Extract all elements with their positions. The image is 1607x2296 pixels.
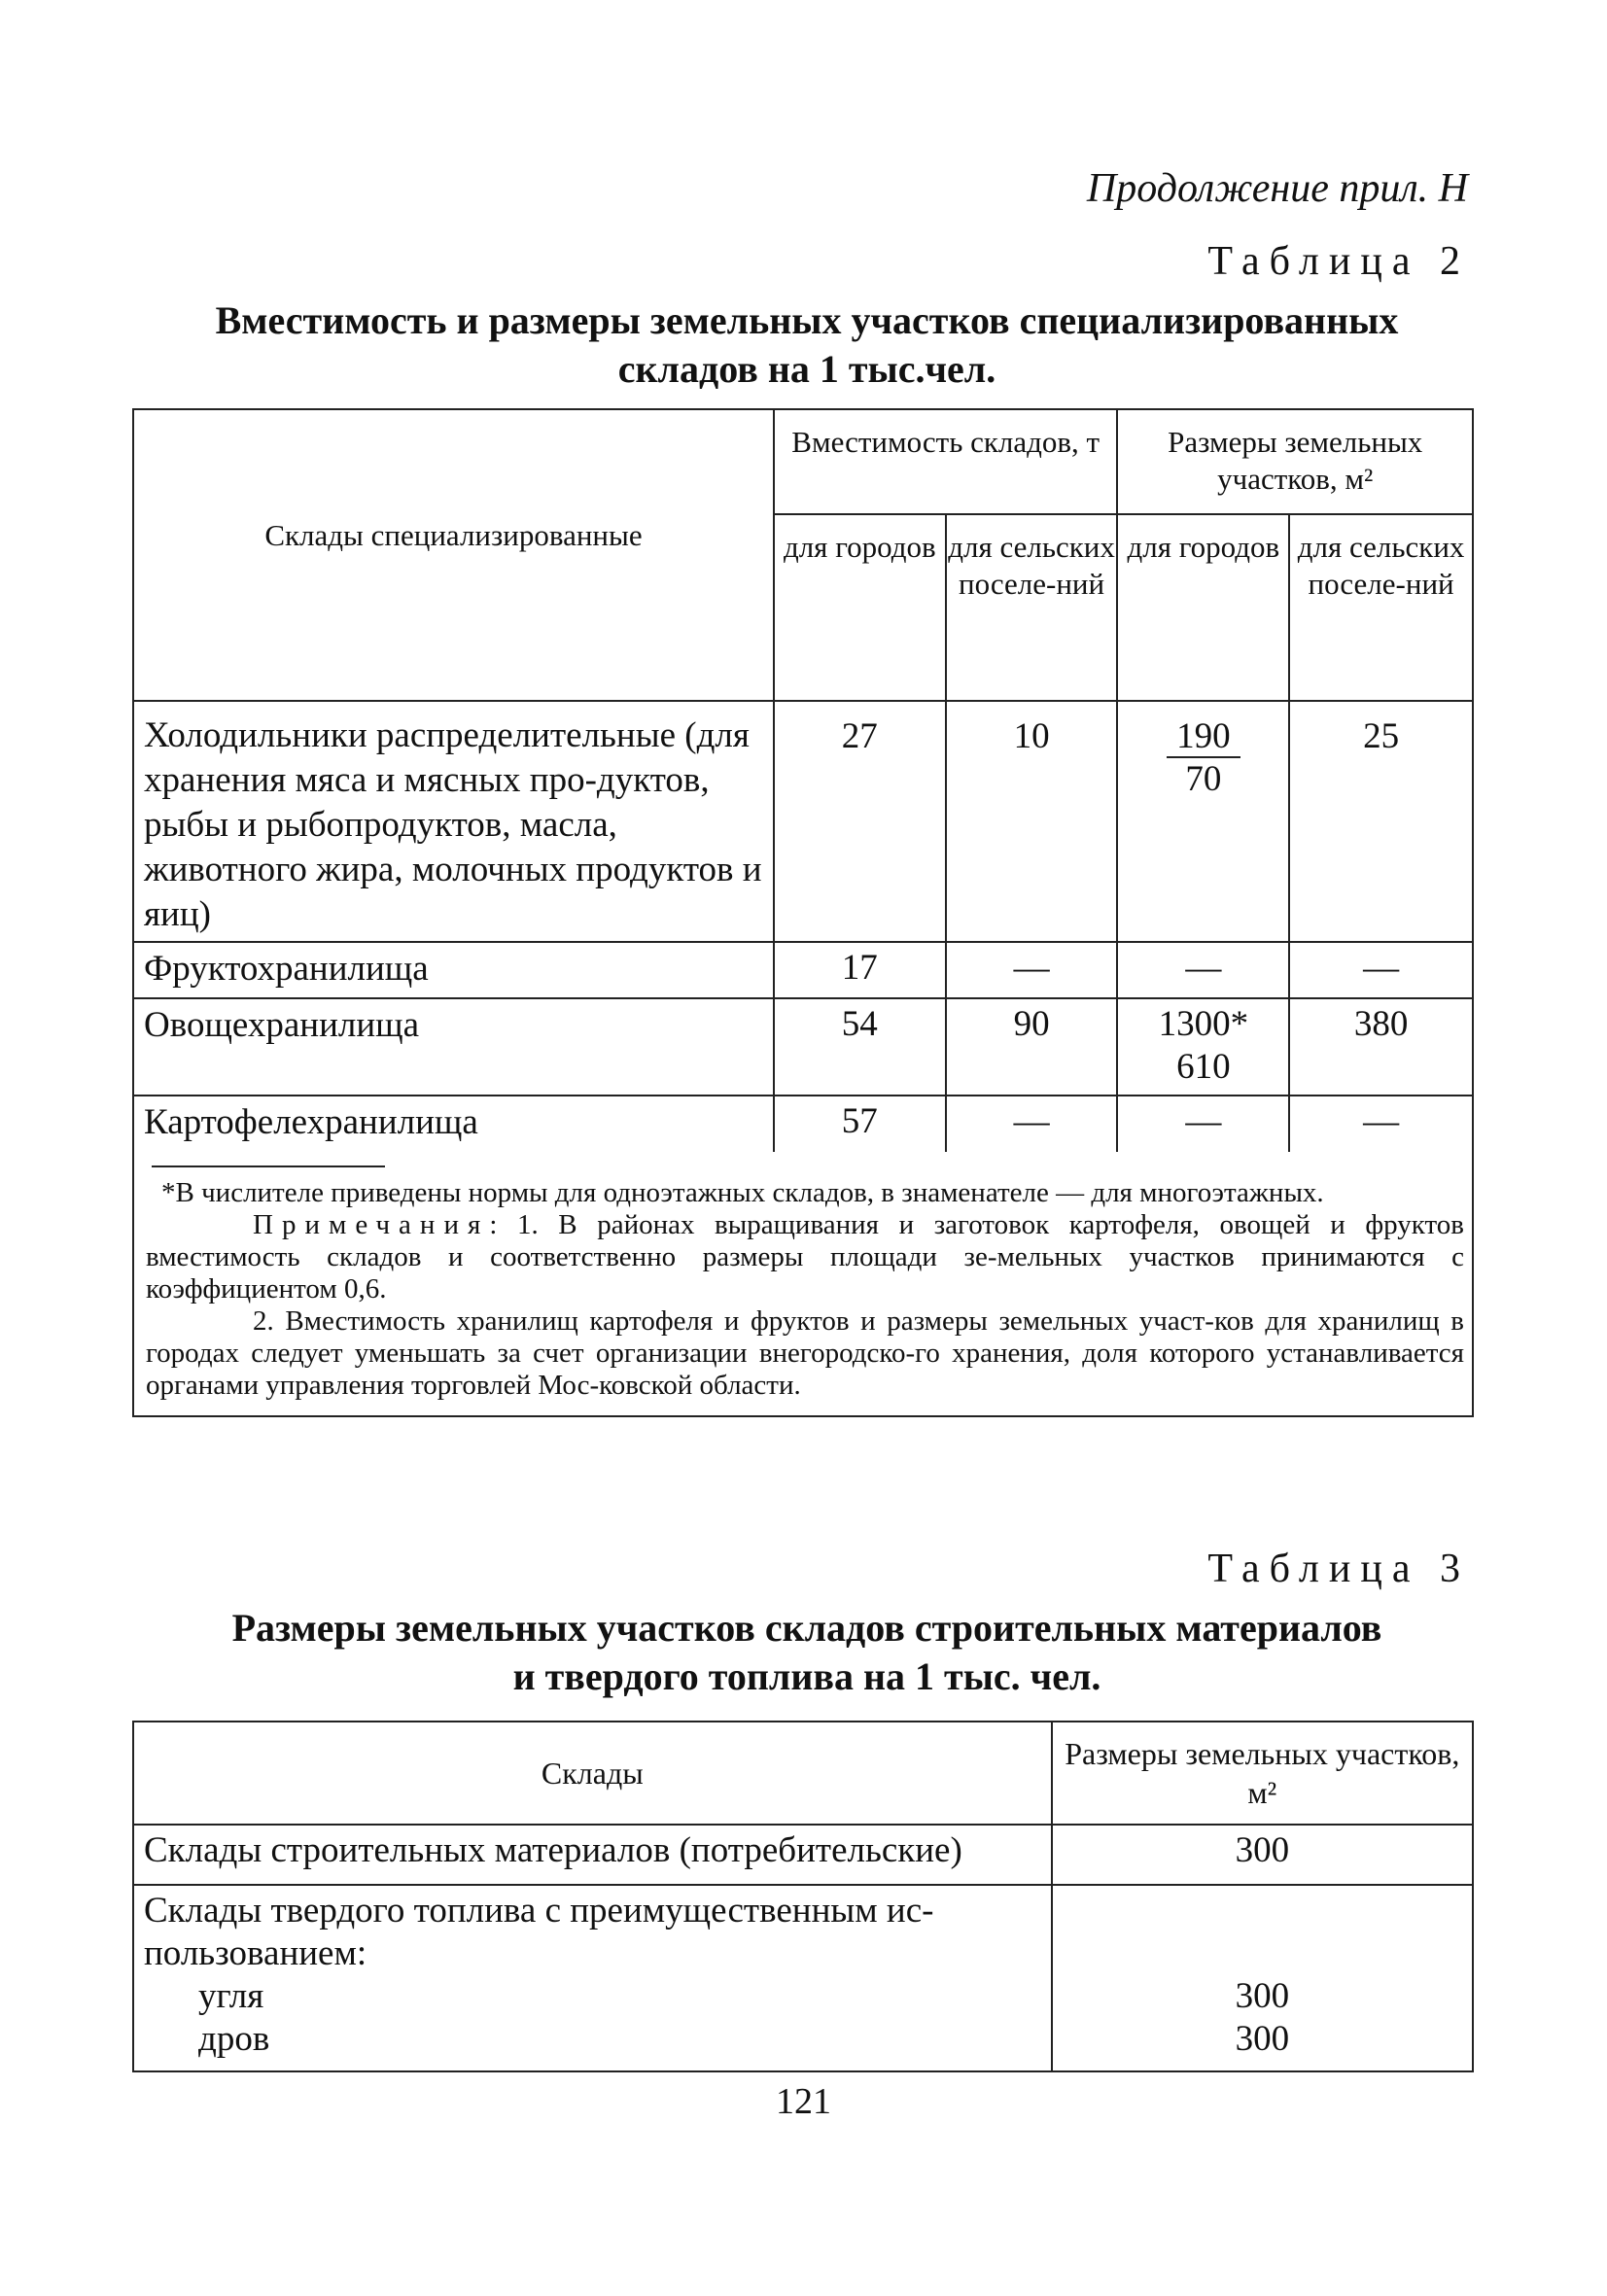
row-cap-rural: — [946, 1096, 1118, 1152]
table2-sub-city: для городов [774, 514, 946, 701]
continuation-label: Продолжение прил. Н [1086, 166, 1468, 211]
row-cap-city: 27 [774, 701, 946, 942]
note-2: 2. Вместимость хранилищ картофеля и фруктов и размеры земельных участ-ков для хранилищ в городах следует уменьшать за счет организации внегородско-го хранения, доля которого устанавливается органами управления торговлей Мос-ковской области. [146, 1305, 1464, 1401]
page-number: 121 [776, 2081, 831, 2122]
row-name: Холодильники распределительные (для хранения мяса и мясных про-дуктов, рыбы и рыбопродуктов, масла, животного жира, молочных продуктов и яиц) [133, 701, 774, 942]
table3-title-line1: Размеры земельных участков складов строительных материалов [231, 1606, 1382, 1650]
row-cap-rural: 90 [946, 998, 1118, 1096]
row-cap-city: 17 [774, 942, 946, 998]
notes-label: Примечания [253, 1209, 490, 1240]
note-1 [146, 1209, 1464, 1305]
row-name: Фруктохранилища [133, 942, 774, 998]
sub-value-wood: 300 [1235, 2019, 1290, 2059]
row-name [133, 1885, 1052, 2071]
table3-col-name: Склады [133, 1722, 1052, 1825]
row-name: Картофелехранилища [133, 1096, 774, 1152]
table3-col-area: Размеры земельных участков, м² [1052, 1722, 1473, 1825]
table-row [133, 1096, 1473, 1152]
table2-sub-city-area: для городов [1117, 514, 1289, 701]
row-cap-city: 57 [774, 1096, 946, 1152]
row-cap-rural: — [946, 942, 1118, 998]
row-value [1052, 1885, 1473, 2071]
row-name-text: Склады твердого топлива с преимущественным ис-пользованием: [144, 1891, 934, 1973]
table2-group-capacity: Вместимость складов, т [774, 409, 1118, 514]
row-area-city: — [1117, 942, 1289, 998]
table2 [132, 408, 1474, 1417]
table2-title-line1: Вместимость и размеры земельных участков специализированных [215, 298, 1399, 342]
table2-sub-rural: для сельских поселе-ний [946, 514, 1118, 701]
row-area-city: — [1117, 1096, 1289, 1152]
table3 [132, 1721, 1474, 2072]
row-name: Склады строительных материалов (потребительские) [133, 1825, 1052, 1885]
row-area-rural: 380 [1289, 998, 1473, 1096]
row-name: Овощехранилища [133, 998, 774, 1096]
table2-title-line2: складов на 1 тыс.чел. [617, 347, 996, 391]
table-row [133, 701, 1473, 942]
sub-item-wood: дров [198, 2019, 270, 2059]
table3-title [126, 1604, 1487, 1701]
table2-group-area: Размеры земельных участков, м² [1117, 409, 1473, 514]
table-row [133, 1825, 1473, 1885]
table2-col-name: Склады специализированные [133, 409, 774, 701]
table-row [133, 1885, 1473, 2071]
row-cap-rural: 10 [946, 701, 1118, 942]
footnote-rule [152, 1165, 385, 1167]
table2-title [126, 296, 1487, 394]
table2-notes [133, 1152, 1473, 1416]
fraction-numerator: 1300* [1158, 1004, 1249, 1044]
row-area-rural: — [1289, 1096, 1473, 1152]
table3-title-line2: и твердого топлива на 1 тыс. чел. [512, 1654, 1101, 1698]
fraction-denominator: 610 [1176, 1047, 1231, 1087]
row-area-city [1117, 998, 1289, 1096]
row-area-rural: — [1289, 942, 1473, 998]
table-row [133, 942, 1473, 998]
notes-row [133, 1152, 1473, 1416]
row-area-city [1117, 701, 1289, 942]
sub-value-coal: 300 [1235, 1976, 1290, 2016]
row-area-rural: 25 [1289, 701, 1473, 942]
table3-label: Таблица 3 [1207, 1547, 1470, 1591]
table2-sub-rural-area: для сельских поселе-ний [1289, 514, 1473, 701]
fraction-numerator: 190 [1167, 717, 1240, 758]
row-cap-city: 54 [774, 998, 946, 1096]
note-1-text: : 1. В районах выращивания и заготовок картофеля, овощей и фруктов вместимость складов и соответственно размеры площади зе-мельных участков принимаются с коэффициентом 0,6. [146, 1209, 1464, 1305]
fraction-denominator: 70 [1185, 759, 1222, 799]
row-value: 300 [1052, 1825, 1473, 1885]
table-row [133, 998, 1473, 1096]
sub-item-coal: угля [198, 1976, 264, 2016]
footnote: *В числителе приведены нормы для одноэтажных складов, в знаменателе — для многоэтажных. [161, 1177, 1324, 1208]
table2-label: Таблица 2 [1207, 239, 1470, 284]
